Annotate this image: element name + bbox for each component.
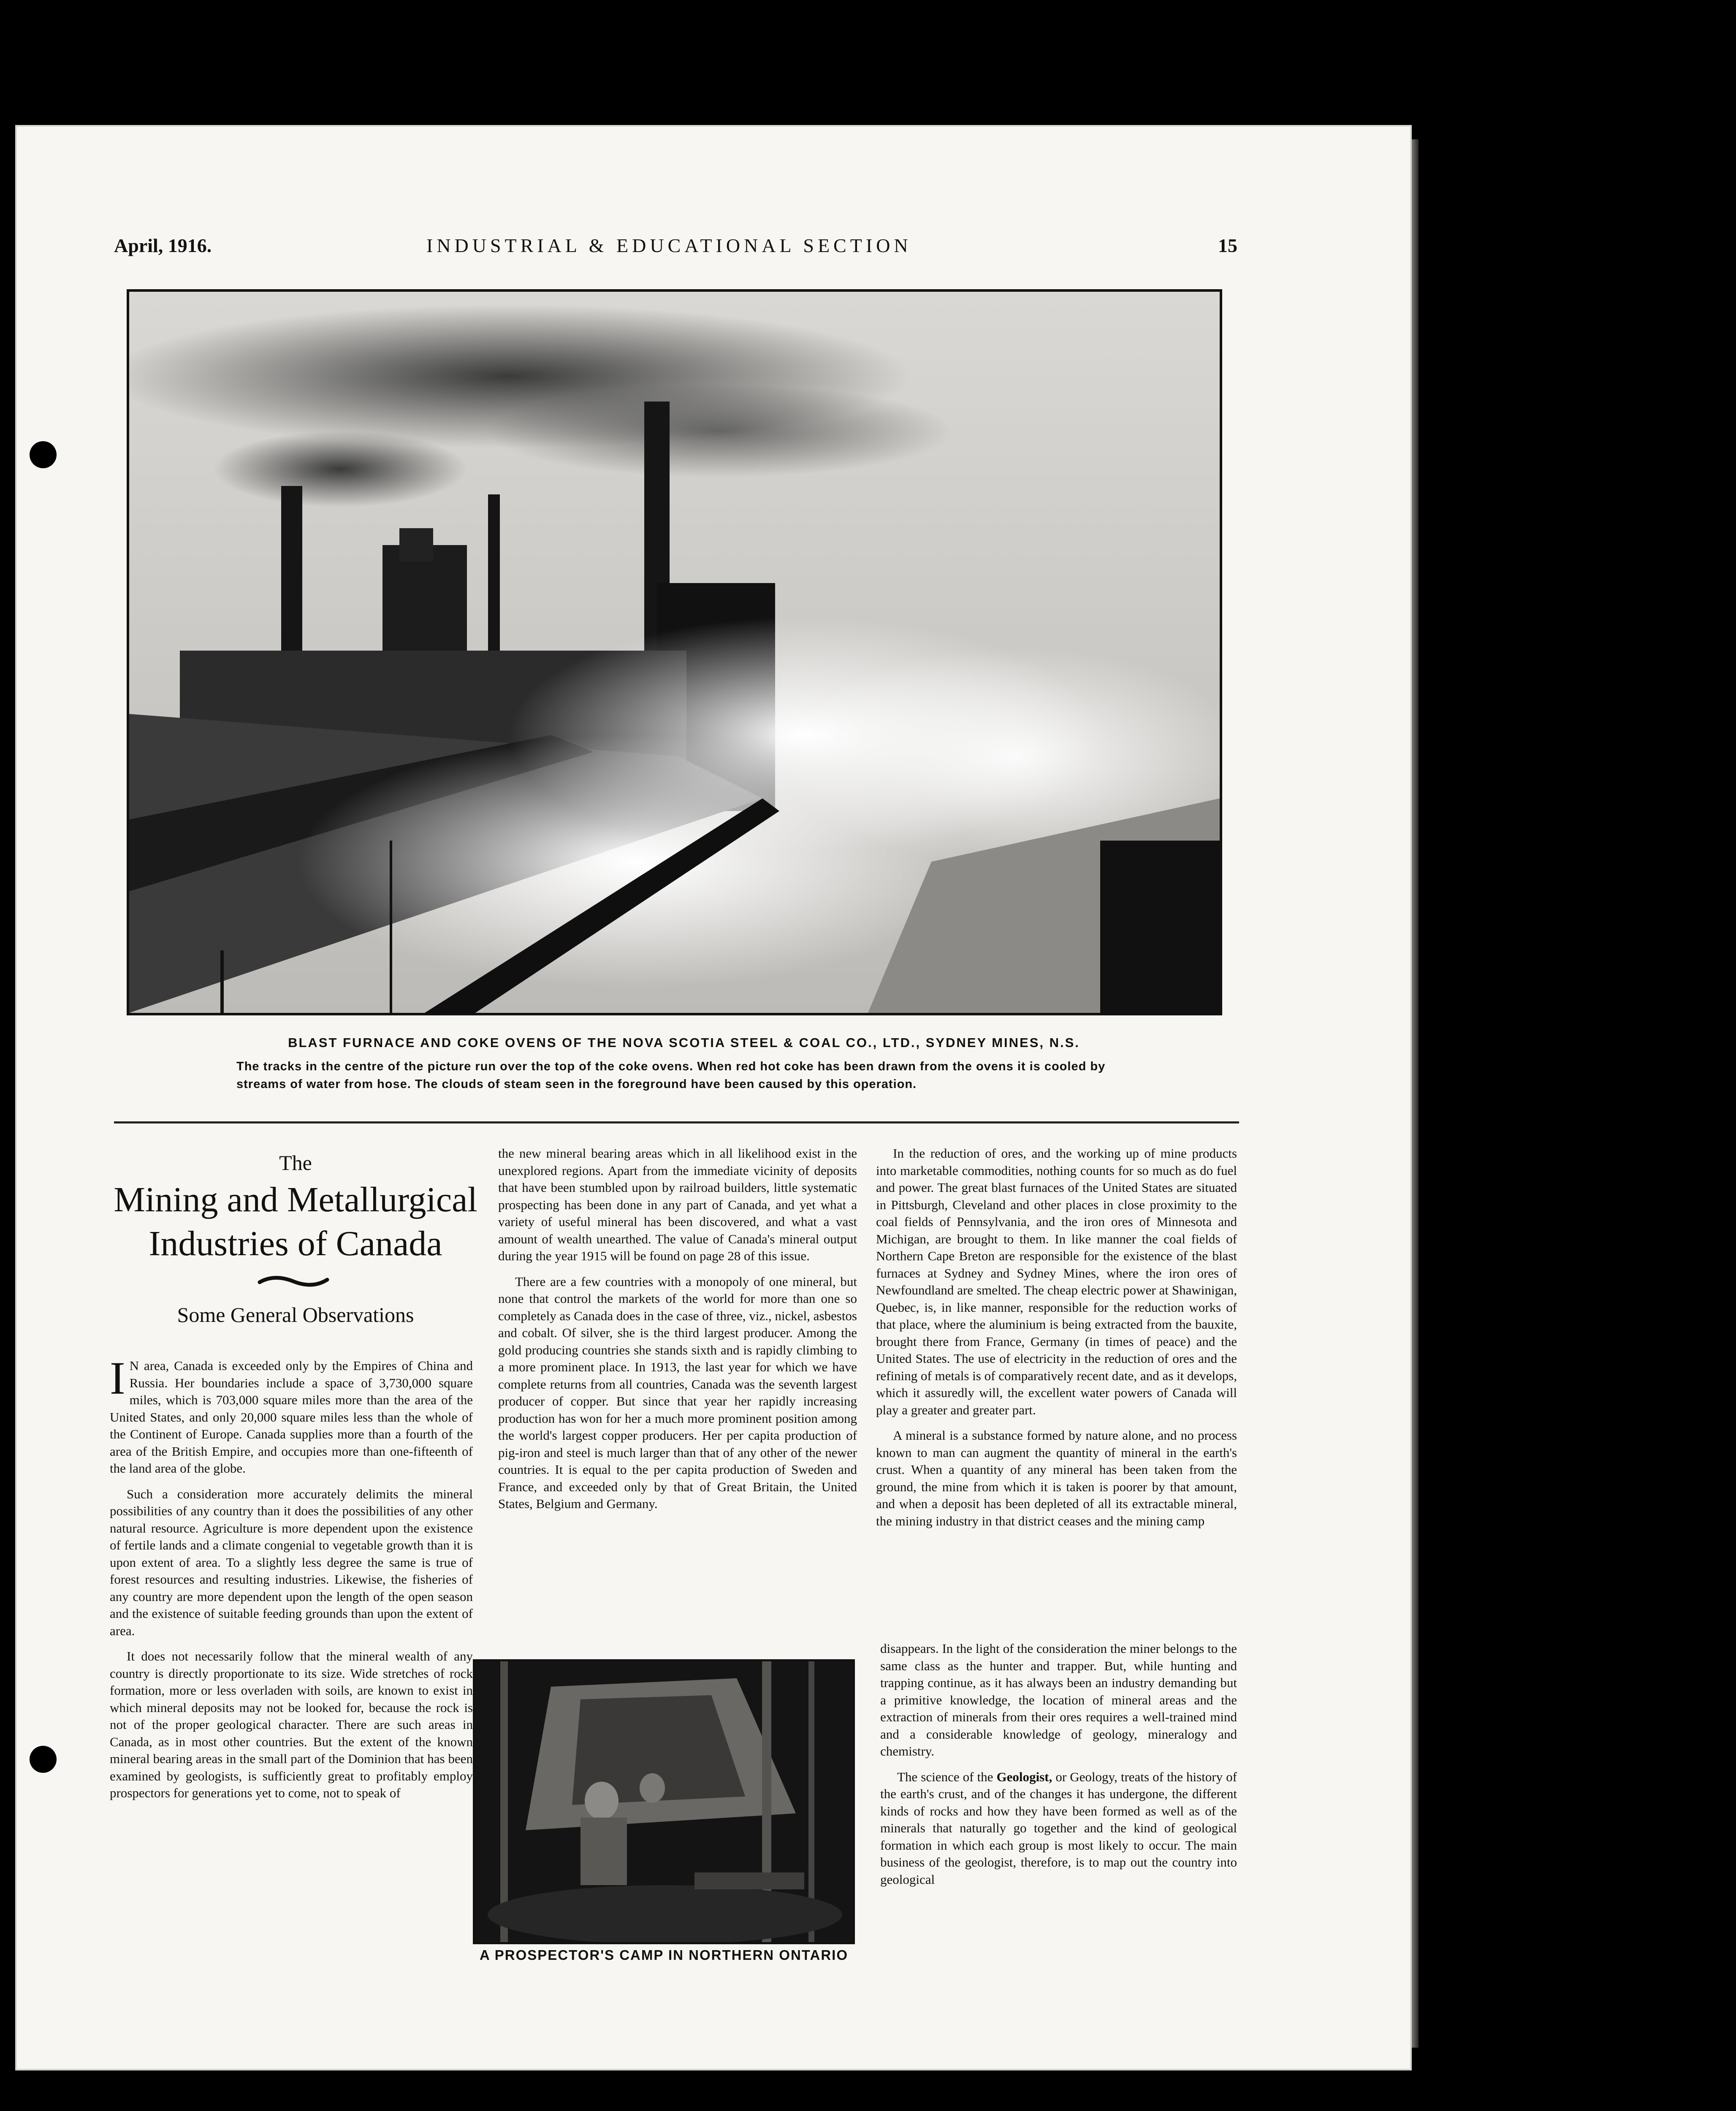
binding-hole (30, 441, 57, 468)
paragraph: It does not necessarily follow that the mineral wealth of any country is directly proportionate to its size. Wide stretches of rock formation, more or less overladen with soils, are known to exist in which mineral deposits may not be looked for, because the rock is not of the proper geological character. There are such areas in Canada, as in most other countries. But the extent of the known mineral bearing areas in the small part of the Dominion that has been examined by geologists, is sufficiently great to profitably employ prospectors for generations yet to come, not to speak of (110, 1649, 473, 1800)
article-title-line: Mining and Metallurgical (114, 1180, 477, 1219)
paragraph: I N area, Canada is exceeded only by the Empires of China and Russia. Her boundaries include a space of 3,730,000 square miles, which is 703,000 square miles more than the area of the United States, and only 20,000 square miles less than the whole of the Continent of Europe. Canada supplies more than a fourth of the area of the British Empire, and occupies more than one-fifteenth of the land area of the globe. (110, 1352, 473, 1476)
issue-date: April, 1916. (114, 235, 212, 256)
article-title (101, 1178, 490, 1266)
paragraph: There are a few countries with a monopoly of one mineral, but none that control the markets of the world for more than one so completely as Canada does in the case of three, viz., nickel, asbestos and cobalt. Of silver, she is the third largest producer. Among the gold producing countries she stands sixth and is rapidly climbing to a more prominent place. In 1913, the last year for which we have complete returns from all countries, Canada was the seventh largest producer of copper. But since that year her rapidly increasing production has won for her a much more prominent position among the world's largest copper producers. Her per capita production of pig-iron and steel is much larger than that of any other of the newer countries. It is equal to the per capita production of Sweden and France, and exceeded only by that of Great Britain, the United States, Belgium and Germany. (498, 1274, 857, 1511)
paragraph: A mineral is a substance formed by nature alone, and no process known to man can augment the quantity of mineral in the earth's crust. When a quantity of any mineral has been taken from the ground, the mine from which it is taken is poorer by that amount, and when a deposit has been depleted of all its extractable mineral, the mining industry in that district ceases and the mining camp (876, 1428, 1237, 1528)
article-subtitle: Some General Observations (177, 1303, 414, 1327)
section-divider (114, 1121, 1239, 1123)
paragraph: disappears. In the light of the consideration the miner belongs to the same class as the hunter and trapper. But, while hunting and trapping continue, as it has always been an industry demanding but a primitive knowledge, the location of mineral areas and the extraction of minerals from their ores requires a well-trained mind and a considerable knowledge of geology, mineralogy and chemistry. (880, 1641, 1237, 1758)
article-column-3-bottom (880, 1640, 1237, 1897)
drop-cap: I (110, 1352, 125, 1404)
article-column-3-top (876, 1145, 1237, 1538)
article-column-2 (498, 1145, 857, 1521)
prospector-camp-photo (473, 1659, 855, 1944)
paragraph: Such a consideration more accurately delimits the mineral possibilities of any country than it does the possibilities of any other natural resource. Agriculture is more dependent upon the existence of fertile lands and a climate congenial to vegetable growth than it is upon extent of area. To a slightly less degree the same is true of forest resources and resulting industries. Likewise, the fisheries of any country are more dependent upon the length of the open season and the existence of suitable feeding grounds than upon the extent of area. (110, 1486, 473, 1638)
binding-hole (30, 1746, 57, 1773)
page-number: 15 (1218, 235, 1237, 256)
paragraph: In the reduction of ores, and the working up of mine products into marketable commodities, nothing counts for so much as do fuel and power. The great blast furnaces of the United States are situated in Pittsburgh, Cleveland and other places in close proximity to the coal fields of Pennsylvania, and the iron ores of Minnesota and Michigan, are brought to them. In like manner the coal fields of Northern Cape Breton are responsible for the existence of the blast furnaces at Sydney and Sydney Mines, where the iron ores of Newfoundland are smelted. The cheap electric power at Shawinigan, Quebec, is, in like manner, responsible for the reduction works of that place, where the aluminium is being extracted from the bauxite, brought there from France, Germany (in times of peace) and the United States. The use of electricity in the reduction of ores and the refining of metals is of comparatively recent date, and as it develops, which it assuredly will, the excellent water powers of Canada will play a greater and greater part. (876, 1146, 1237, 1417)
paragraph: The science of the Geologist, or Geology, treats of the history of the earth's crust, and of the changes it has undergone, the different kinds of rocks and how they have been formed as well as of the minerals that naturally go together and the kind of geological formation in which each group is most likely to occur. The main business of the geologist, therefore, is to map out the country into geological (880, 1769, 1237, 1887)
main-photo-caption-title: BLAST FURNACE AND COKE OVENS OF THE NOVA SCOTIA STEEL & COAL CO., LTD., SYDNEY MINES, N.S. (288, 1035, 1080, 1050)
article-title-line: Industries of Canada (149, 1224, 442, 1263)
main-photo-caption-text: The tracks in the centre of the picture run over the top of the coke ovens. When red hot coke has been drawn from the ovens it is cooled by streams of water from hose. The clouds of steam seen in the foreground have been caused by this operation. (236, 1060, 1106, 1091)
article-column-1 (110, 1352, 473, 1810)
camp-photo-caption: A PROSPECTOR'S CAMP IN NORTHERN ONTARIO (479, 1947, 848, 1963)
section-title: INDUSTRIAL & EDUCATIONAL SECTION (426, 235, 912, 256)
geologist-term: Geologist, (996, 1769, 1052, 1784)
blast-furnace-photo (127, 289, 1222, 1015)
paragraph: the new mineral bearing areas which in all likelihood exist in the unexplored regions. Apart from the immediate vicinity of deposits that have been stumbled upon by railroad builders, little systematic prospecting has been done in any part of Canada, and yet what a variety of useful mineral has been discovered, and what a vast amount of wealth unearthed. The value of Canada's mineral output during the year 1915 will be found on page 28 of this issue. (498, 1146, 857, 1263)
title-ornament-icon (258, 1273, 329, 1290)
article-title-the: The (279, 1151, 312, 1175)
